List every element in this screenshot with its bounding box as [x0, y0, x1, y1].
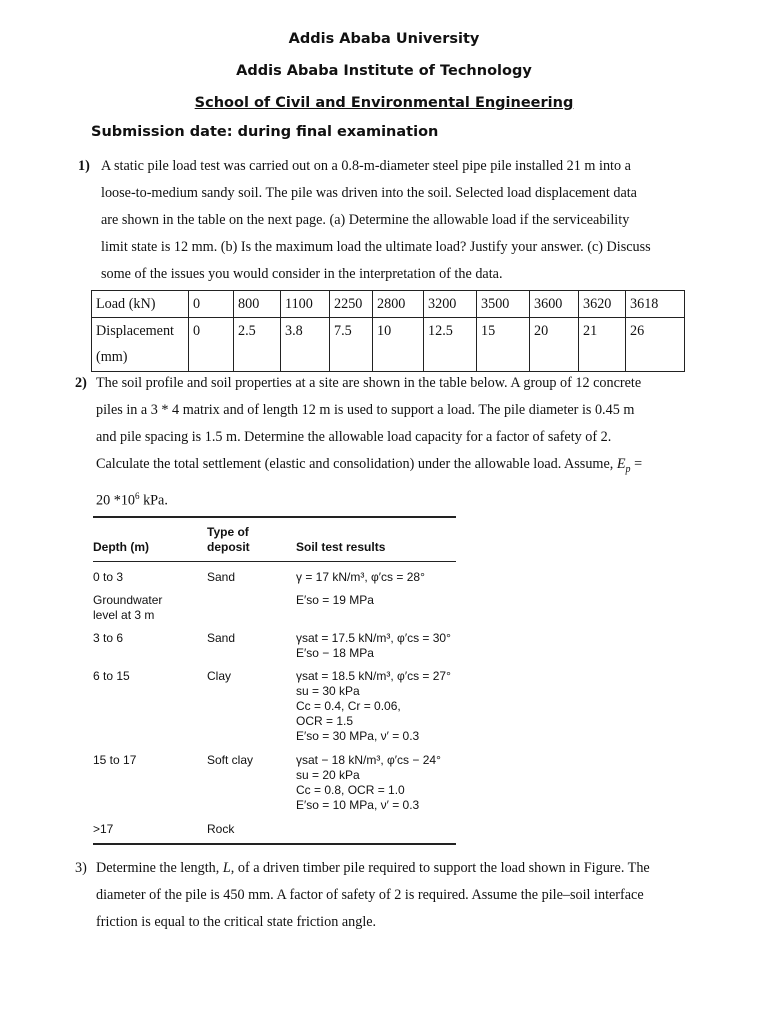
disp-cell: 10 — [373, 318, 424, 372]
q3-var: L — [222, 860, 231, 876]
q3-line-text: , of a driven timber pile required to support the load shown in Figure. The — [230, 860, 650, 876]
soil-depth: 3 to 6 — [93, 631, 124, 645]
q2-unit: kPa. — [139, 492, 168, 509]
soil-table-header-rule — [93, 561, 456, 562]
submission-date: Submission date: during final examination — [91, 124, 439, 140]
school-title: School of Civil and Environmental Engineering — [194, 95, 574, 111]
soil-result: E′so − 18 MPa — [296, 646, 374, 660]
soil-type: Rock — [207, 822, 235, 836]
soil-table-top-rule — [93, 516, 456, 518]
displacement-label — [92, 318, 189, 372]
q2-line — [96, 483, 696, 515]
disp-cell: 20 — [530, 318, 579, 372]
disp-cell: 7.5 — [330, 318, 373, 372]
soil-result: OCR = 1.5 — [296, 714, 354, 728]
soil-header-type-2: deposit — [207, 540, 250, 554]
soil-result: γ = 17 kN/m³, φ′cs = 28° — [296, 570, 425, 584]
load-cell: 800 — [234, 291, 281, 318]
q3-line: diameter of the pile is 450 mm. A factor of safety of 2 is required. Assume the pile–soil interface — [96, 887, 644, 903]
q1-line: limit state is 12 mm. (b) Is the maximum load the ultimate load? Justify your answer. (c) Discuss — [101, 239, 651, 255]
displacement-row — [92, 318, 685, 372]
q1-text — [101, 153, 701, 288]
q3-number: 3) — [75, 860, 87, 876]
disp-cell: 21 — [579, 318, 626, 372]
load-displacement-table — [91, 290, 685, 372]
q1-line: loose-to-medium sandy soil. The pile was driven into the soil. Selected load displacement data — [101, 185, 637, 201]
soil-table-bottom-rule — [93, 843, 456, 845]
load-cell: 3618 — [626, 291, 685, 318]
load-row — [92, 291, 685, 318]
disp-cell: 3.8 — [281, 318, 330, 372]
disp-cell: 12.5 — [424, 318, 477, 372]
load-cell: 3600 — [530, 291, 579, 318]
load-cell: 3620 — [579, 291, 626, 318]
q1-line: some of the issues you would consider in the interpretation of the data. — [101, 266, 503, 282]
displacement-label-text: Displacement — [96, 323, 175, 339]
disp-cell: 0 — [189, 318, 234, 372]
soil-depth: >17 — [93, 822, 114, 836]
institute-title: Addis Ababa Institute of Technology — [236, 63, 532, 79]
load-cell: 2250 — [330, 291, 373, 318]
soil-result: γsat = 17.5 kN/m³, φ′cs = 30° — [296, 631, 451, 645]
soil-result: γsat − 18 kN/m³, φ′cs − 24° — [296, 753, 441, 767]
soil-header-type-1: Type of — [207, 525, 249, 539]
soil-result: su = 20 kPa — [296, 768, 360, 782]
q2-modulus: 20 *10 — [96, 492, 136, 509]
q2-line: and pile spacing is 1.5 m. Determine the allowable load capacity for a factor of safety of 2. — [96, 429, 612, 445]
q3-line — [96, 855, 696, 882]
soil-depth: 6 to 15 — [93, 669, 130, 683]
soil-result: E′so = 10 MPa, ν′ = 0.3 — [296, 798, 420, 812]
soil-type: Sand — [207, 570, 236, 584]
q3-text — [96, 855, 696, 936]
university-title: Addis Ababa University — [288, 31, 480, 47]
load-label: Load (kN) — [92, 291, 189, 318]
q2-eq: = — [630, 456, 643, 472]
soil-type: Sand — [207, 631, 236, 645]
q2-line: piles in a 3 * 4 matrix and of length 12 m is used to support a load. The pile diameter is 0.45 m — [96, 402, 635, 418]
q1-number: 1) — [78, 158, 90, 174]
load-cell: 3200 — [424, 291, 477, 318]
soil-result: Cc = 0.4, Cr = 0.06, — [296, 699, 401, 713]
soil-header-depth: Depth (m) — [93, 540, 149, 554]
q2-number: 2) — [75, 375, 87, 391]
load-cell: 1100 — [281, 291, 330, 318]
displacement-unit: (mm) — [96, 349, 128, 365]
soil-result: E′so = 19 MPa — [296, 593, 374, 607]
soil-header-results: Soil test results — [296, 540, 386, 554]
load-cell: 3500 — [477, 291, 530, 318]
soil-depth: Groundwater — [93, 593, 163, 607]
soil-result: Cc = 0.8, OCR = 1.0 — [296, 783, 405, 797]
disp-cell: 15 — [477, 318, 530, 372]
soil-depth: 0 to 3 — [93, 570, 124, 584]
disp-cell: 2.5 — [234, 318, 281, 372]
q2-line — [96, 451, 696, 483]
q2-var-sub: p — [625, 463, 631, 475]
q2-exp: 6 — [135, 490, 140, 501]
q2-line: The soil profile and soil properties at a site are shown in the table below. A group of 12 concrete — [96, 375, 642, 391]
q2-line-text: Calculate the total settlement (elastic and consolidation) under the allowable load. Assume, — [96, 456, 617, 472]
q3-line-text: Determine the length, — [96, 860, 223, 876]
q3-line: friction is equal to the critical state friction angle. — [96, 914, 377, 930]
q2-var: E — [616, 456, 626, 472]
soil-type: Soft clay — [207, 753, 254, 767]
soil-result: E′so = 30 MPa, ν′ = 0.3 — [296, 729, 420, 743]
q1-line: are shown in the table on the next page. (a) Determine the allowable load if the serviceability — [101, 212, 630, 228]
q2-text — [96, 370, 696, 515]
load-cell: 2800 — [373, 291, 424, 318]
disp-cell: 26 — [626, 318, 685, 372]
soil-depth: level at 3 m — [93, 608, 155, 622]
soil-result: su = 30 kPa — [296, 684, 360, 698]
q1-line: A static pile load test was carried out on a 0.8-m-diameter steel pipe pile installed 21 m into a — [101, 158, 631, 174]
soil-type: Clay — [207, 669, 232, 683]
soil-depth: 15 to 17 — [93, 753, 137, 767]
load-cell: 0 — [189, 291, 234, 318]
soil-result: γsat = 18.5 kN/m³, φ′cs = 27° — [296, 669, 451, 683]
